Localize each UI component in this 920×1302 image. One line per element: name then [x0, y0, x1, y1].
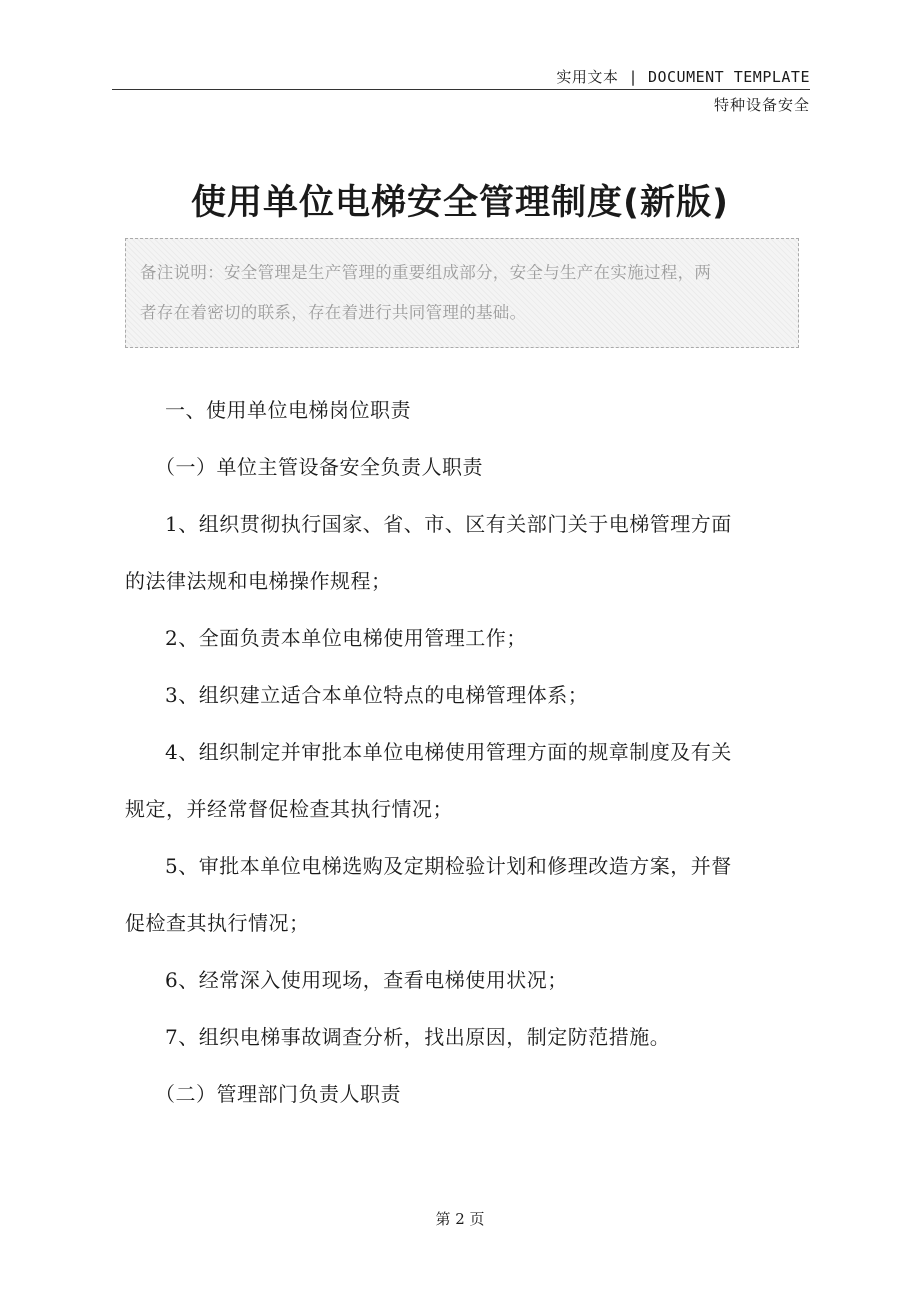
paragraph-line: 4、组织制定并审批本单位电梯使用管理方面的规章制度及有关: [165, 740, 732, 764]
paragraph-line: 5、审批本单位电梯选购及定期检验计划和修理改造方案，并督: [165, 854, 732, 878]
note-line: 者存在着密切的联系，存在着进行共同管理的基础。: [140, 303, 527, 322]
paragraph-line: 促检查其执行情况；: [125, 911, 310, 935]
header-rule: [112, 89, 810, 90]
subsection-heading: （二）管理部门负责人职责: [155, 1082, 401, 1106]
paragraph-line: 6、经常深入使用现场，查看电梯使用状况；: [165, 968, 568, 992]
document-body: [125, 382, 805, 1123]
header-label: [556, 66, 810, 87]
page-number: 第 2 页: [435, 1210, 485, 1228]
header-subtitle: 特种设备安全: [713, 96, 810, 114]
header-right-label: DOCUMENT TEMPLATE: [647, 68, 810, 86]
paragraph-line: 的法律法规和电梯操作规程；: [125, 569, 392, 593]
subsection-heading: （一）单位主管设备安全负责人职责: [155, 455, 483, 479]
document-title: 使用单位电梯安全管理制度(新版): [191, 183, 729, 223]
paragraph-line: 规定，并经常督促检查其执行情况；: [125, 797, 453, 821]
note-line: 备注说明：安全管理是生产管理的重要组成部分，安全与生产在实施过程，两: [140, 263, 712, 282]
header-left-label: 实用文本: [556, 68, 619, 86]
section-heading: 一、使用单位电梯岗位职责: [165, 398, 411, 422]
header-separator: |: [628, 68, 638, 86]
paragraph-line: 1、组织贯彻执行国家、省、市、区有关部门关于电梯管理方面: [165, 512, 732, 536]
paragraph-line: 2、全面负责本单位电梯使用管理工作；: [165, 626, 527, 650]
paragraph-line: 7、组织电梯事故调查分析，找出原因，制定防范措施。: [165, 1025, 671, 1049]
note-box: [125, 238, 799, 348]
paragraph-line: 3、组织建立适合本单位特点的电梯管理体系；: [165, 683, 589, 707]
